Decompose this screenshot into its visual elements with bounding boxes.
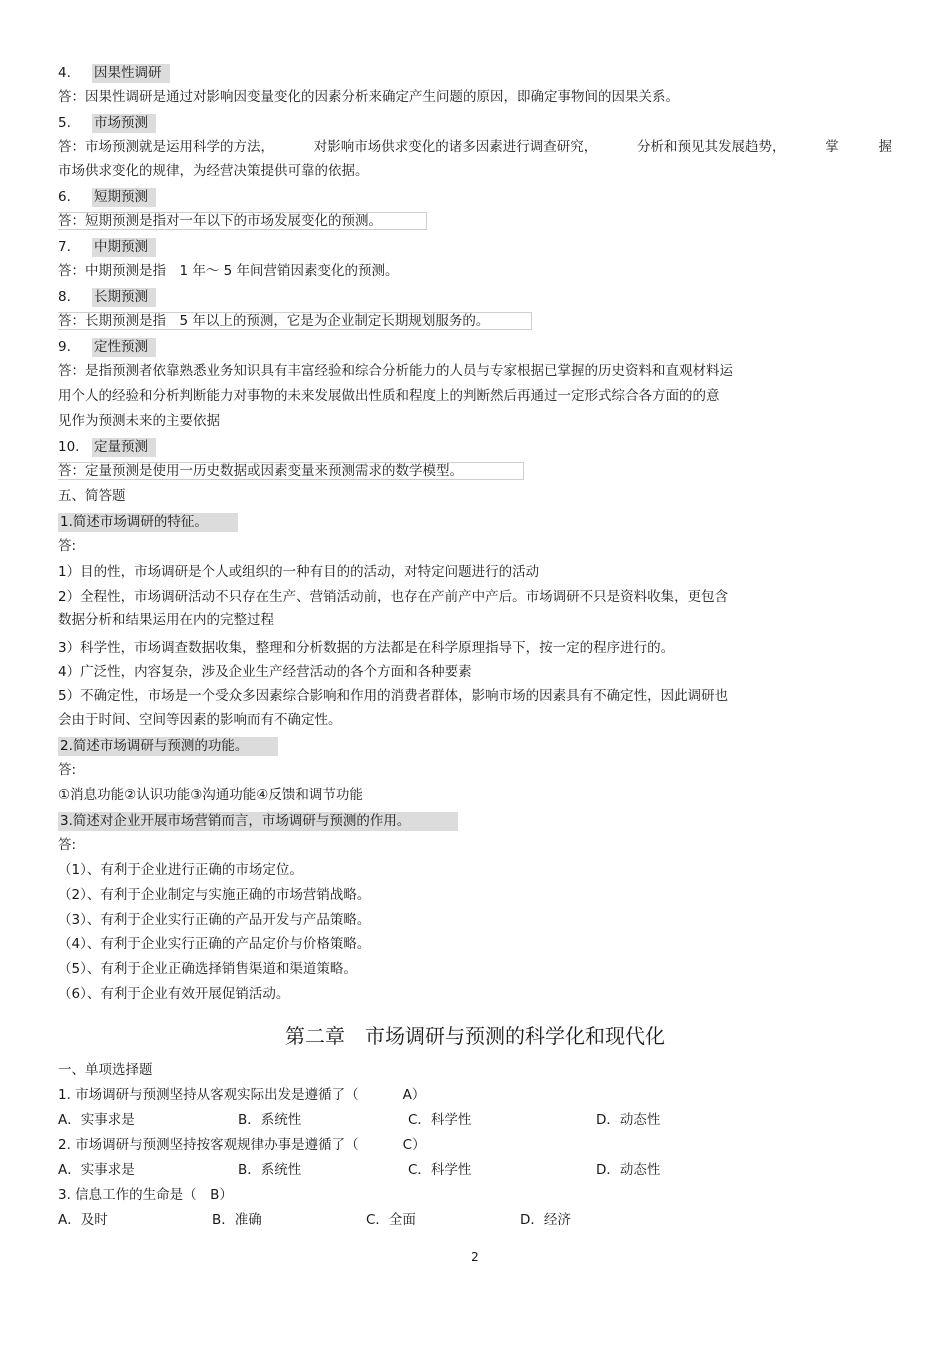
question-heading: [58, 736, 278, 756]
answer-line: 会由于时间、空间等因素的影响而有不确定性。: [58, 712, 342, 728]
option-b: B．系统性: [238, 1112, 302, 1128]
answer-box: 答：定量预测是使用一历史数据或因素变量来预测需求的数学模型。: [58, 462, 524, 480]
answer-text: [58, 461, 524, 481]
answer-label: 答:: [58, 538, 77, 554]
question-stem: [58, 1135, 426, 1155]
answer-line: （1）、有利于企业进行正确的市场定位。: [58, 862, 303, 878]
answer-box: 答：短期预测是指对一年以下的市场发展变化的预测。: [58, 212, 427, 230]
term-label: 定性预测: [92, 338, 156, 357]
answer-text: [58, 137, 892, 157]
term-label: 因果性调研: [92, 64, 170, 83]
option-a: A．实事求是: [58, 1162, 135, 1178]
answer-box: 答：长期预测是指 5 年以上的预测，它是为企业制定长期规划服务的。: [58, 312, 532, 330]
answer-label: 答:: [58, 837, 77, 853]
answer-line: 3）科学性，市场调查数据收集，整理和分析数据的方法都是在科学原理指导下，按一定的程序进行的。: [58, 640, 675, 656]
option-a: A．及时: [58, 1212, 108, 1228]
option-c: C．科学性: [408, 1112, 472, 1128]
answer-line: 数据分析和结果运用在内的完整过程: [58, 612, 274, 628]
term-number: 8.: [58, 289, 71, 305]
answer-fragment: 掌: [825, 139, 839, 155]
answer-text: 答：因果性调研是通过对影响因变量变化的因素分析来确定产生问题的原因，即确定事物间的因果关系。: [58, 89, 679, 105]
section-title: 一、单项选择题: [58, 1062, 153, 1078]
question-answer: C）: [402, 1137, 426, 1153]
answer-line: （5）、有利于企业正确选择销售渠道和渠道策略。: [58, 961, 357, 977]
answer-fragment: 分析和预见其发展趋势，: [637, 139, 786, 155]
question-text: 2. 市场调研与预测坚持按客观规律办事是遵循了（: [58, 1137, 359, 1153]
option-c: C．科学性: [408, 1162, 472, 1178]
option-d: D．动态性: [596, 1112, 661, 1128]
term-heading: [58, 287, 156, 307]
question-text: 1. 市场调研与预测坚持从客观实际出发是遵循了（: [58, 1087, 359, 1103]
answer-line: （4）、有利于企业实行正确的产品定价与价格策略。: [58, 936, 371, 952]
term-heading: [58, 187, 156, 207]
term-number: 7.: [58, 239, 71, 255]
answer-text: 见作为预测未来的主要依据: [58, 413, 220, 429]
term-heading: [58, 237, 156, 257]
answer-line: 1）目的性，市场调研是个人或组织的一种有目的的活动，对特定问题进行的活动: [58, 564, 540, 580]
option-d: D．经济: [520, 1212, 571, 1228]
term-label: 长期预测: [92, 288, 156, 307]
question-text: 2.简述市场调研与预测的功能。: [58, 737, 278, 756]
option-b: B．准确: [212, 1212, 262, 1228]
term-number: 6.: [58, 189, 71, 205]
answer-text: 答：中期预测是指 1 年～ 5 年间营销因素变化的预测。: [58, 263, 399, 279]
term-label: 短期预测: [92, 188, 156, 207]
answer-text: 答：是指预测者依靠熟悉业务知识具有丰富经验和综合分析能力的人员与专家根据已掌握的历史资料和直观材料运: [58, 363, 733, 379]
term-heading: [58, 437, 156, 457]
term-heading: [58, 337, 156, 357]
answer-line: （6）、有利于企业有效开展促销活动。: [58, 986, 290, 1002]
answer-text: [58, 211, 427, 231]
answer-line: 4）广泛性，内容复杂，涉及企业生产经营活动的各个方面和各种要素: [58, 664, 472, 680]
term-number: 10.: [58, 439, 80, 455]
answer-line: 2）全程性，市场调研活动不只存在生产、营销活动前，也存在产前产中产后。市场调研不只是资料收集，更包含: [58, 589, 729, 605]
term-heading: [58, 113, 156, 133]
answer-fragment: 对影响市场供求变化的诸多因素进行调查研究，: [313, 139, 598, 155]
page-number: 2: [471, 1250, 479, 1264]
question-stem: [58, 1185, 233, 1205]
option-d: D．动态性: [596, 1162, 661, 1178]
answer-text: [58, 311, 532, 331]
answer-text: 用个人的经验和分析判断能力对事物的未来发展做出性质和程度上的判断然后再通过一定形式综合各方面的的意: [58, 388, 720, 404]
answer-line: （3）、有利于企业实行正确的产品开发与产品策略。: [58, 912, 371, 928]
answer-line: （2）、有利于企业制定与实施正确的市场营销战略。: [58, 887, 371, 903]
option-b: B．系统性: [238, 1162, 302, 1178]
option-a: A．实事求是: [58, 1112, 135, 1128]
answer-text: 市场供求变化的规律，为经营决策提供可靠的依据。: [58, 163, 369, 179]
question-text: 3. 信息工作的生命是（ B）: [58, 1187, 233, 1203]
term-label: 定量预测: [92, 438, 156, 457]
answer-fragment: 答：市场预测就是运用科学的方法，: [58, 139, 274, 155]
question-answer: A）: [402, 1087, 426, 1103]
question-text: 1.简述市场调研的特征。: [58, 513, 238, 532]
term-number: 9.: [58, 339, 71, 355]
answer-fragment: 握: [878, 139, 892, 155]
term-number: 5.: [58, 115, 71, 131]
term-number: 4.: [58, 65, 71, 81]
question-heading: [58, 512, 238, 532]
term-heading: [58, 63, 170, 83]
answer-line: ①消息功能②认识功能③沟通功能④反馈和调节功能: [58, 787, 363, 803]
answer-label: 答:: [58, 762, 77, 778]
question-text: 3.简述对企业开展市场营销而言，市场调研与预测的作用。: [58, 812, 458, 831]
option-c: C．全面: [366, 1212, 416, 1228]
answer-line: 5）不确定性，市场是一个受众多因素综合影响和作用的消费者群体，影响市场的因素具有不确定性，因此调研也: [58, 688, 729, 704]
term-label: 市场预测: [92, 114, 156, 133]
chapter-title: 第二章 市场调研与预测的科学化和现代化: [285, 1024, 665, 1048]
question-stem: [58, 1085, 425, 1105]
section-title: 五、简答题: [58, 488, 126, 504]
term-label: 中期预测: [92, 238, 156, 257]
question-heading: [58, 811, 458, 831]
